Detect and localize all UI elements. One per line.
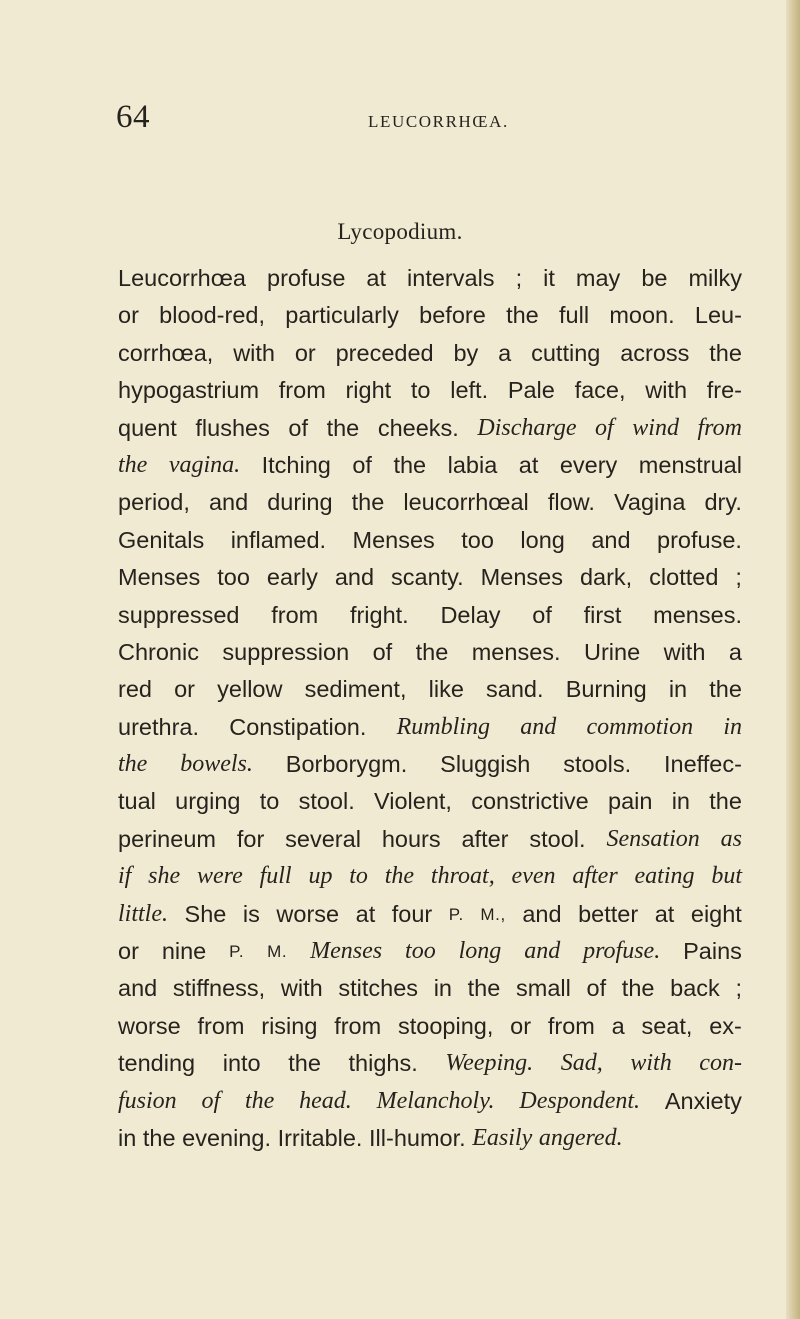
word: from: [547, 1012, 595, 1039]
word: vagina.: [168, 451, 241, 478]
word: particularly: [285, 302, 399, 329]
word: M.: [267, 942, 288, 962]
word: is: [242, 900, 260, 927]
word: Constipation.: [229, 713, 367, 740]
word: Vagina: [613, 489, 686, 516]
word: P.: [448, 904, 464, 924]
word: with: [630, 1050, 672, 1077]
text-line: [118, 1120, 742, 1157]
word: too: [405, 938, 436, 965]
word: or: [510, 1012, 532, 1039]
word: inflamed.: [230, 526, 327, 553]
word: left.: [450, 377, 489, 404]
word: period,: [118, 489, 190, 516]
word: Itching: [261, 451, 331, 478]
text-line: [118, 746, 742, 783]
word: but: [711, 863, 742, 890]
word: the: [118, 751, 148, 778]
word: from: [197, 1012, 245, 1039]
word: seat,: [641, 1012, 693, 1039]
word: She: [184, 900, 227, 927]
text-line: [118, 1045, 742, 1082]
word: for: [236, 825, 265, 852]
word: better: [578, 900, 639, 927]
word: the: [467, 975, 501, 1002]
text-line: [118, 1008, 742, 1045]
word: and: [524, 938, 561, 965]
word: Easily: [472, 1124, 533, 1151]
section-heading: Lycopodium.: [337, 219, 463, 244]
word: and: [522, 900, 562, 927]
word: ex-: [709, 1012, 742, 1039]
word: con-: [699, 1050, 742, 1077]
word: scanty.: [391, 564, 464, 591]
word: eating: [634, 863, 695, 890]
word: and: [334, 564, 375, 591]
word: too: [217, 564, 250, 591]
word: Irritable.: [277, 1124, 363, 1151]
word: nine: [161, 938, 207, 965]
word: of: [352, 451, 372, 478]
text-line: [118, 484, 742, 521]
word: stools.: [563, 751, 632, 778]
word: the: [326, 414, 360, 441]
word: of: [595, 414, 614, 441]
word: moon.: [609, 302, 675, 329]
word: if: [118, 863, 132, 890]
word: intervals: [407, 265, 495, 291]
word: early: [266, 564, 318, 591]
word: in: [118, 1124, 137, 1151]
word: at: [366, 265, 387, 291]
word: fright.: [349, 601, 409, 628]
text-line: [118, 297, 742, 334]
word: may: [575, 265, 621, 291]
word: labia: [447, 451, 498, 478]
word: Discharge: [477, 414, 577, 441]
word: a: [728, 638, 742, 665]
word: too: [461, 526, 494, 553]
word: during: [267, 489, 333, 516]
text-line: [118, 970, 742, 1007]
word: profuse.: [583, 938, 661, 965]
word: tual: [118, 788, 156, 815]
word: Menses: [118, 564, 201, 591]
text-line: [118, 372, 742, 409]
word: across: [620, 339, 690, 366]
word: worse: [118, 1012, 181, 1039]
text-line: [118, 821, 742, 858]
word: rising: [261, 1012, 318, 1039]
text-line: [118, 933, 742, 970]
word: ;: [735, 975, 742, 1002]
word: perineum: [118, 825, 216, 852]
word: in: [433, 975, 452, 1002]
word: P.: [229, 942, 245, 962]
word: Ill-humor.: [369, 1124, 466, 1151]
word: Rumbling: [396, 713, 490, 740]
word: the: [393, 451, 427, 478]
word: Delay: [440, 601, 501, 628]
word: suppression: [222, 638, 350, 665]
word: with: [233, 339, 275, 366]
word: to: [410, 377, 431, 404]
word: Borborygm.: [285, 751, 408, 778]
word: of: [201, 1087, 221, 1114]
word: the: [118, 451, 148, 478]
word: stiffness,: [172, 975, 266, 1002]
word: ;: [735, 564, 742, 591]
word: clotted: [649, 564, 719, 591]
word: Pains: [683, 938, 742, 965]
text-line: [118, 1083, 742, 1120]
word: with: [280, 975, 323, 1002]
word: Menses: [352, 526, 435, 553]
word: cutting: [531, 339, 601, 366]
word: fusion: [118, 1087, 177, 1114]
word: cheeks.: [377, 414, 459, 441]
word: bowels.: [180, 751, 253, 778]
word: Pale: [507, 377, 555, 404]
word: long: [458, 938, 502, 965]
word: preceded: [335, 339, 434, 366]
word: by: [453, 339, 479, 366]
word: Leucorrhœa: [118, 265, 246, 291]
word: the: [384, 863, 415, 890]
word: the: [621, 975, 655, 1002]
word: fre-: [706, 377, 742, 404]
word: Melancholy.: [376, 1087, 495, 1114]
word: from: [334, 1012, 382, 1039]
word: pain: [608, 788, 653, 815]
word: the: [709, 788, 742, 815]
word: Despondent.: [519, 1087, 641, 1114]
word: even: [511, 863, 556, 890]
text-line: [118, 559, 742, 596]
word: dry.: [704, 489, 742, 516]
word: stool.: [298, 788, 355, 815]
word: in: [668, 676, 688, 703]
word: or: [174, 676, 196, 703]
word: the: [244, 1087, 275, 1114]
body-text: [118, 260, 742, 1157]
text-line: [118, 597, 742, 634]
word: full: [559, 302, 590, 329]
word: Ineffec-: [664, 751, 742, 778]
word: sand.: [486, 676, 544, 703]
word: stitches: [338, 975, 419, 1002]
word: the: [506, 302, 539, 329]
word: milky: [688, 265, 742, 291]
word: profuse: [267, 265, 346, 291]
text-line: [118, 260, 742, 297]
word: Anxiety: [664, 1087, 742, 1114]
text-line: [118, 896, 742, 933]
word: or: [118, 938, 139, 965]
word: Sad,: [560, 1050, 603, 1077]
word: urging: [175, 788, 241, 815]
word: Sluggish: [440, 751, 531, 778]
word: of: [288, 414, 309, 441]
word: to: [259, 788, 280, 815]
word: after: [572, 863, 618, 890]
word: she: [148, 863, 181, 890]
word: Chronic: [118, 638, 199, 665]
word: thighs.: [348, 1050, 418, 1077]
running-head: LEUCORRHŒA.: [368, 112, 509, 131]
word: with: [663, 638, 706, 665]
word: the: [288, 1050, 321, 1077]
word: and: [208, 489, 249, 516]
word: the: [142, 1124, 176, 1151]
word: Genitals: [118, 526, 205, 553]
word: into: [222, 1050, 261, 1077]
word: menses.: [471, 638, 561, 665]
word: the: [709, 339, 742, 366]
word: face,: [574, 377, 626, 404]
word: throat,: [430, 863, 495, 890]
word: quent: [118, 414, 177, 441]
word: blood-red,: [159, 302, 265, 329]
text-line: [118, 447, 742, 484]
word: Burning: [565, 676, 647, 703]
word: of: [586, 975, 607, 1002]
word: constrictive: [471, 788, 589, 815]
word: red: [118, 676, 152, 703]
word: like: [428, 676, 464, 703]
word: Weeping.: [445, 1050, 534, 1077]
word: profuse.: [657, 526, 742, 553]
text-line: [118, 634, 742, 671]
word: hours: [381, 825, 441, 852]
word: stooping,: [397, 1012, 494, 1039]
word: Urine: [584, 638, 641, 665]
text-line: [118, 783, 742, 820]
word: from: [278, 377, 326, 404]
word: with: [645, 377, 688, 404]
word: eight: [690, 900, 742, 927]
word: suppressed: [118, 601, 240, 628]
word: at: [355, 900, 376, 927]
word: at: [654, 900, 675, 927]
word: it: [543, 265, 555, 291]
page-number: 64: [116, 99, 150, 135]
text-line: [118, 671, 742, 708]
word: back: [670, 975, 720, 1002]
word: Sensation: [606, 825, 700, 852]
word: Leu-: [694, 302, 742, 329]
word: yellow: [217, 676, 283, 703]
word: flow.: [547, 489, 595, 516]
word: wind: [632, 414, 679, 441]
word: menstrual: [638, 451, 742, 478]
word: and: [591, 526, 631, 553]
word: be: [641, 265, 668, 291]
word: urethra.: [118, 713, 199, 740]
word: evening.: [182, 1124, 271, 1151]
word: angered.: [538, 1124, 623, 1151]
word: commotion: [586, 713, 694, 740]
word: tending: [118, 1050, 196, 1077]
word: in: [671, 788, 690, 815]
page-edge: [786, 0, 800, 1319]
word: and: [118, 975, 158, 1002]
word: or: [294, 339, 316, 366]
word: and: [520, 713, 557, 740]
word: the: [709, 676, 742, 703]
word: ;: [515, 265, 523, 291]
word: up: [308, 863, 333, 890]
text-line: [118, 709, 742, 746]
word: sediment,: [304, 676, 407, 703]
word: before: [419, 302, 486, 329]
word: to: [349, 863, 368, 890]
word: flushes: [195, 414, 270, 441]
word: the: [351, 489, 385, 516]
text-line: [118, 858, 742, 895]
text-line: [118, 335, 742, 372]
word: menses.: [653, 601, 742, 628]
word: stool.: [529, 825, 586, 852]
word: little.: [118, 900, 168, 927]
word: from: [697, 414, 742, 441]
word: Violent,: [374, 788, 452, 815]
word: M.,: [480, 904, 506, 924]
word: several: [285, 825, 361, 852]
word: first: [583, 601, 622, 628]
word: hypogastrium: [118, 377, 260, 404]
text-line: [118, 522, 742, 559]
text-line: [118, 410, 742, 447]
word: a: [498, 339, 512, 366]
word: corrhœa,: [118, 339, 214, 366]
word: every: [559, 451, 618, 478]
word: small: [516, 975, 571, 1002]
word: right: [345, 377, 392, 404]
word: from: [271, 601, 319, 628]
word: at: [518, 451, 539, 478]
word: of: [372, 638, 393, 665]
word: or: [118, 302, 139, 329]
word: worse: [276, 900, 340, 927]
word: the: [415, 638, 449, 665]
word: Menses: [480, 564, 563, 591]
word: full: [259, 863, 292, 890]
word: in: [723, 713, 742, 740]
word: were: [197, 863, 243, 890]
word: a: [611, 1012, 625, 1039]
word: four: [391, 900, 433, 927]
word: dark,: [579, 564, 633, 591]
word: long: [520, 526, 565, 553]
word: leucorrhœal: [403, 489, 529, 516]
word: after: [461, 825, 509, 852]
word: as: [720, 825, 742, 852]
word: head.: [299, 1087, 352, 1114]
word: Menses: [310, 938, 383, 965]
word: of: [532, 601, 552, 628]
